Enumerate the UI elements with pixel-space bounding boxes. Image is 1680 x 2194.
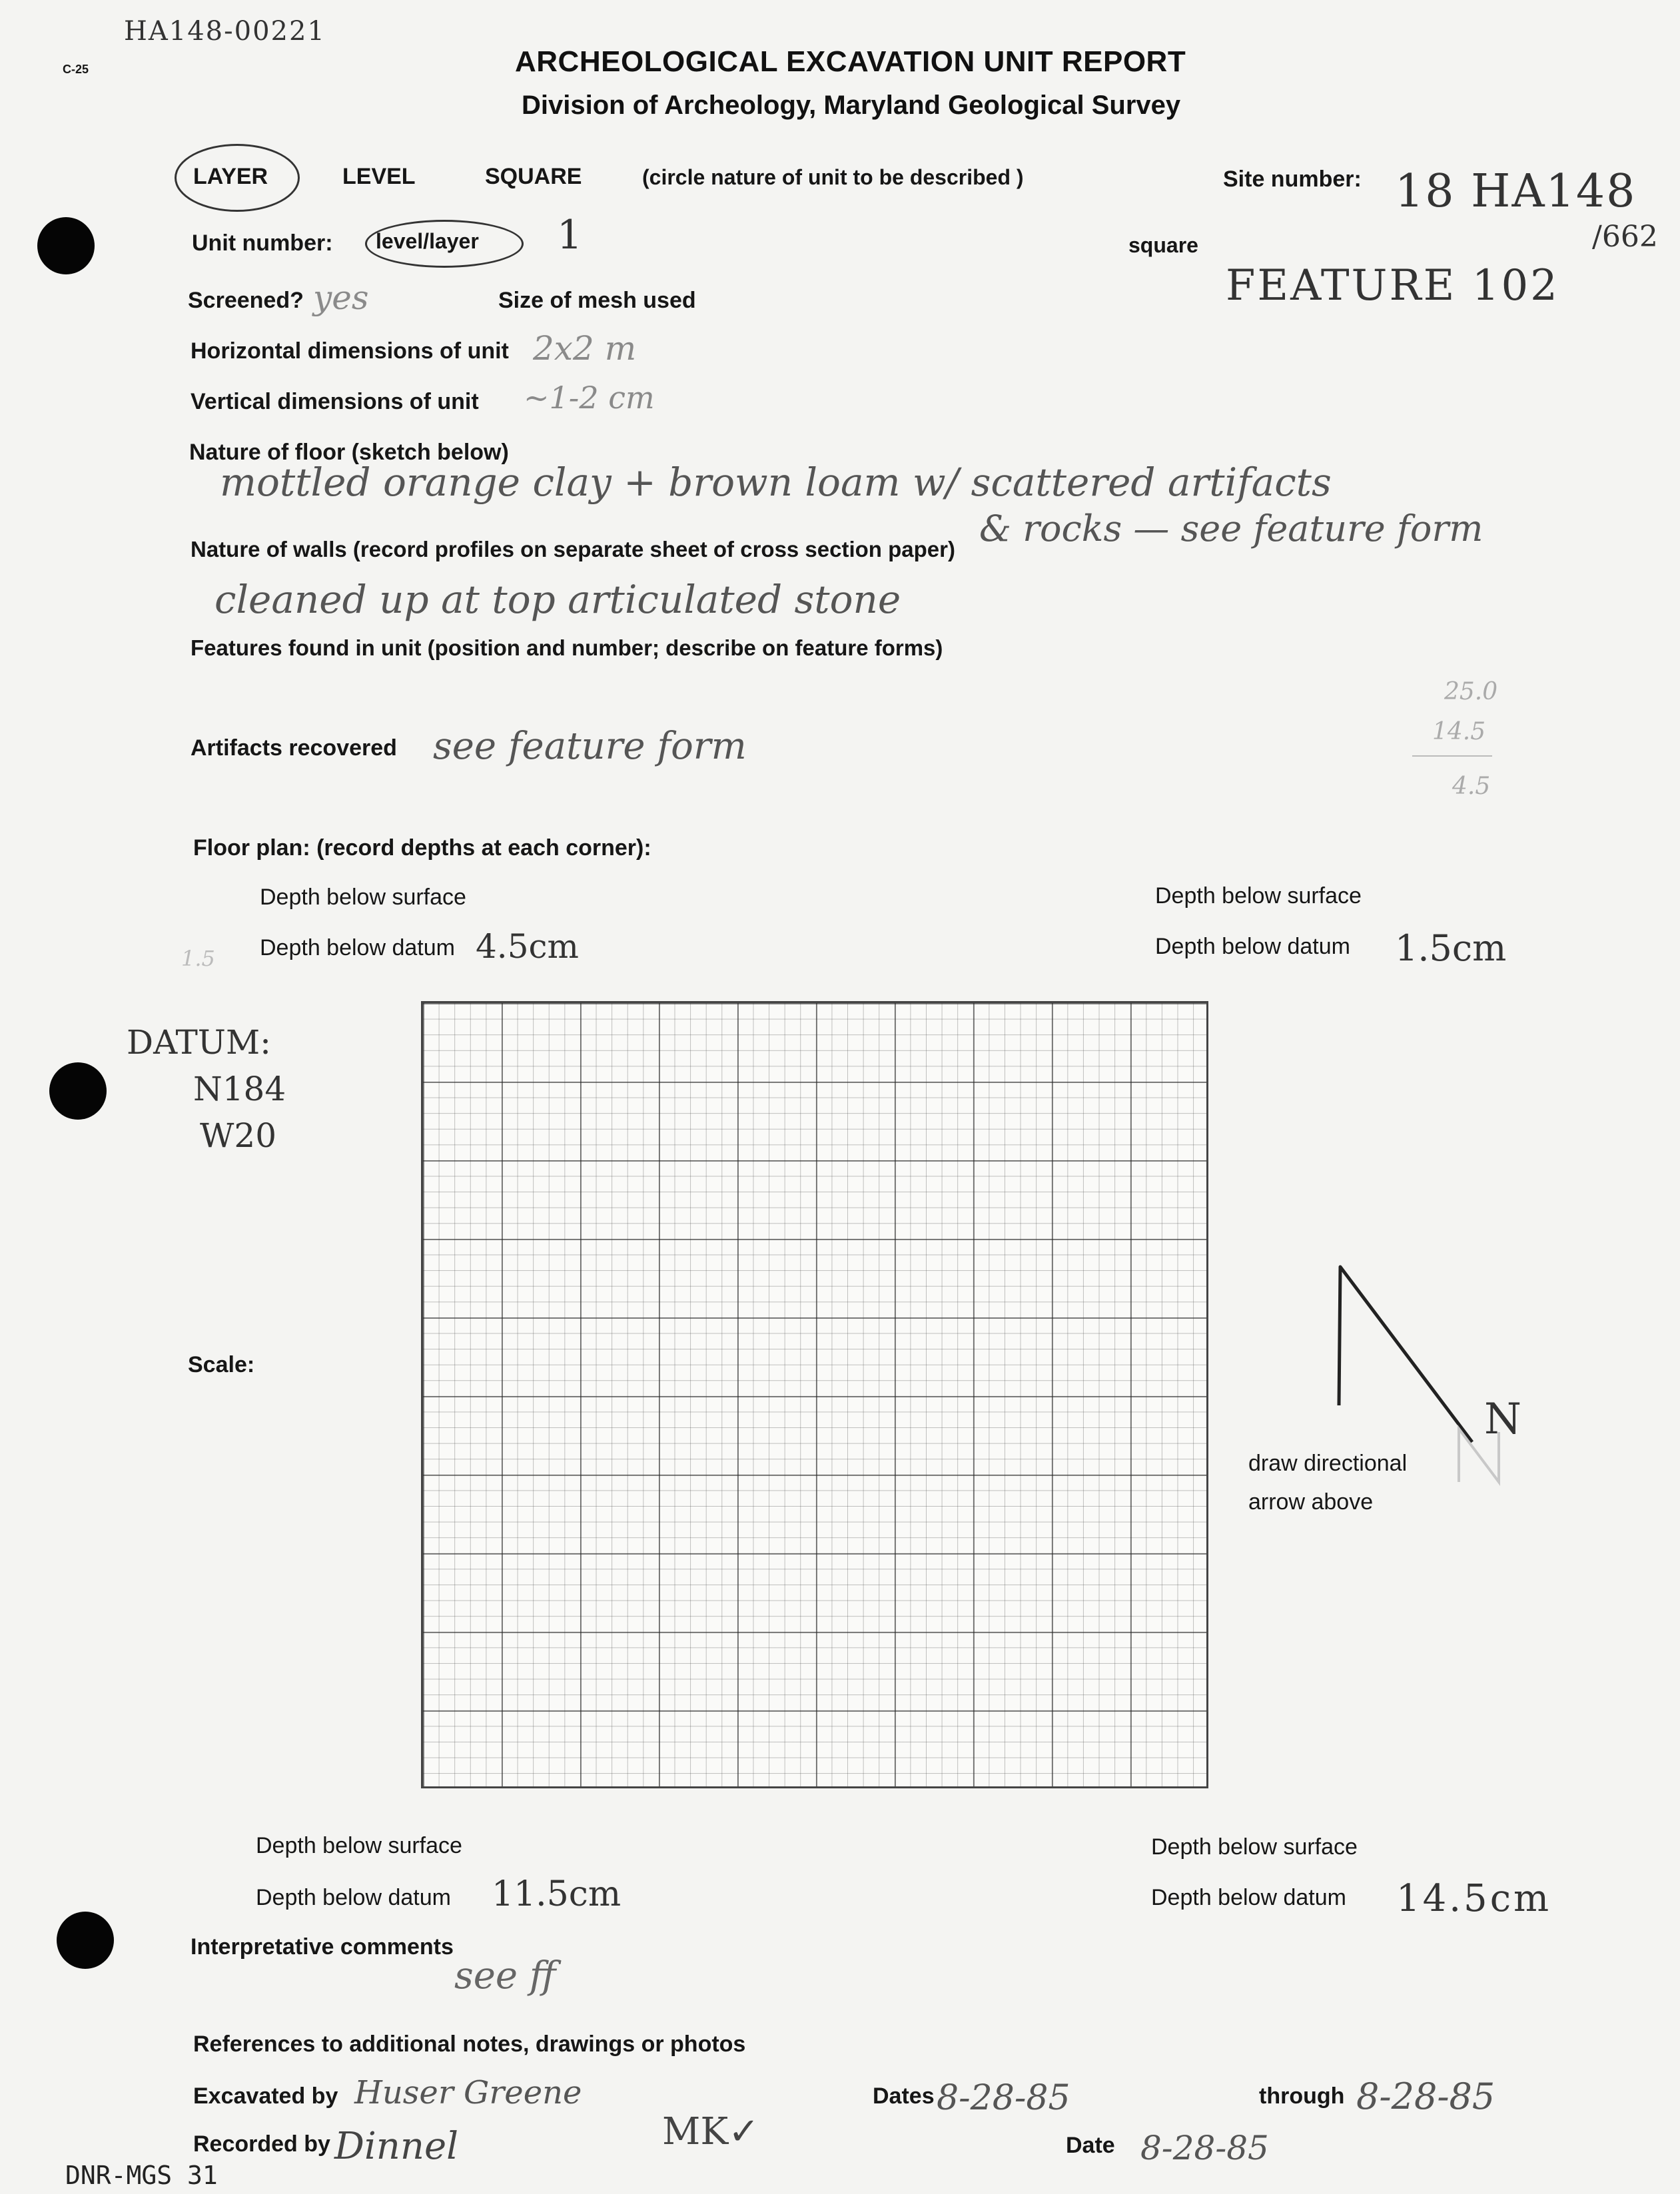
floor-nature-value-line1[interactable]: mottled orange clay + brown loam w/ scattered artifacts	[220, 460, 1332, 505]
references-label: References to additional notes, drawings or photos	[193, 2031, 746, 2057]
unit-number-value[interactable]: 1	[557, 212, 583, 258]
site-number-value[interactable]: 18 HA148	[1395, 165, 1637, 218]
top-right-surface-label: Depth below surface	[1155, 883, 1362, 909]
walls-nature-value[interactable]: cleaned up at top articulated stone	[214, 577, 901, 622]
datum-note-west: W20	[200, 1116, 277, 1155]
horizontal-dimensions-label: Horizontal dimensions of unit	[191, 338, 509, 364]
floor-plan-label: Floor plan: (record depths at each corner):	[193, 835, 651, 861]
datum-note-north: N184	[193, 1070, 286, 1108]
form-number: DNR-MGS 31	[65, 2161, 218, 2190]
datum-note-label: DATUM:	[127, 1023, 271, 1062]
margin-calc-2: 14.5	[1432, 718, 1486, 745]
artifacts-value[interactable]: see feature form	[433, 725, 747, 768]
features-label: Features found in unit (position and number; describe on feature forms)	[191, 635, 943, 660]
dates-from-value[interactable]: 8-28-85	[937, 2078, 1070, 2118]
arrow-caption-line2: arrow above	[1248, 1489, 1374, 1515]
square-value[interactable]: FEATURE 102	[1226, 261, 1559, 310]
report-title: ARCHEOLOGICAL EXCAVATION UNIT REPORT	[515, 45, 1186, 78]
bottom-right-datum-value[interactable]: 14.5cm	[1396, 1877, 1552, 1920]
date-label: Date	[1066, 2133, 1115, 2158]
top-left-datum-value[interactable]: 4.5cm	[476, 927, 579, 966]
bottom-right-surface-label: Depth below surface	[1151, 1834, 1358, 1860]
margin-calc-rule	[1412, 755, 1492, 757]
vertical-dimensions-value[interactable]: ~1-2 cm	[524, 380, 655, 416]
interpretive-value[interactable]: see ff	[454, 1954, 556, 1998]
arrow-caption-line1: draw directional	[1248, 1451, 1408, 1476]
horizontal-dimensions-value[interactable]: 2x2 m	[533, 329, 637, 368]
bottom-left-datum-label: Depth below datum	[256, 1885, 451, 1910]
mesh-size-label: Size of mesh used	[498, 288, 696, 313]
unit-type-layer[interactable]: LAYER	[193, 164, 268, 189]
walls-nature-label: Nature of walls (record profiles on separate sheet of cross section paper)	[191, 537, 955, 561]
recorded-by-value[interactable]: Dinnel	[334, 2125, 458, 2168]
scale-label: Scale:	[188, 1352, 255, 1377]
vertical-dimensions-label: Vertical dimensions of unit	[191, 389, 479, 414]
bottom-left-surface-label: Depth below surface	[256, 1833, 462, 1858]
form-code: C-25	[63, 63, 89, 76]
screened-value[interactable]: yes	[313, 278, 369, 317]
square-label: square	[1128, 233, 1198, 257]
margin-calc-3: 4.5	[1452, 773, 1491, 800]
floor-nature-value-line2[interactable]: & rocks — see feature form	[979, 508, 1483, 549]
top-right-datum-label: Depth below datum	[1155, 934, 1350, 959]
document-id: HA148-00221	[124, 16, 326, 47]
floor-nature-label: Nature of floor (sketch below)	[189, 440, 509, 465]
recorded-initials: MK✓	[662, 2110, 760, 2153]
bottom-right-datum-label: Depth below datum	[1151, 1885, 1346, 1910]
dates-through-label: through	[1259, 2083, 1345, 2109]
bottom-left-datum-value[interactable]: 11.5cm	[492, 1874, 622, 1914]
margin-calc-1: 25.0	[1444, 678, 1498, 705]
punch-hole-bottom	[57, 1912, 114, 1969]
recorded-by-label: Recorded by	[193, 2131, 330, 2157]
unit-number-label: Unit number:	[192, 230, 333, 256]
dates-label: Dates	[873, 2083, 935, 2109]
screened-label: Screened?	[188, 288, 304, 313]
top-right-datum-value[interactable]: 1.5cm	[1395, 927, 1507, 969]
excavated-by-label: Excavated by	[193, 2083, 338, 2109]
artifacts-label: Artifacts recovered	[191, 735, 397, 761]
punch-hole-top	[37, 217, 95, 274]
top-left-surface-label: Depth below surface	[260, 885, 466, 910]
unit-type-instruction: (circle nature of unit to be described )	[642, 165, 1024, 189]
site-number-label: Site number:	[1223, 167, 1362, 192]
top-left-datum-label: Depth below datum	[260, 935, 455, 960]
punch-hole-middle	[49, 1062, 107, 1120]
site-number-extra: /662	[1592, 220, 1658, 254]
excavated-by-value[interactable]: Huser Greene	[354, 2074, 582, 2111]
date-value[interactable]: 8-28-85	[1140, 2129, 1269, 2167]
interpretive-label: Interpretative comments	[191, 1934, 454, 1960]
floor-plan-grid[interactable]	[421, 1001, 1208, 1788]
unit-number-sublabel: level/layer	[376, 229, 479, 253]
top-left-margin-mark: 1.5	[181, 946, 215, 971]
unit-type-square[interactable]: SQUARE	[485, 164, 582, 189]
north-letter: N	[1484, 1395, 1521, 1444]
unit-type-level[interactable]: LEVEL	[342, 164, 416, 189]
dates-to-value[interactable]: 8-28-85	[1356, 2075, 1495, 2117]
report-subtitle: Division of Archeology, Maryland Geological Survey	[522, 91, 1181, 120]
